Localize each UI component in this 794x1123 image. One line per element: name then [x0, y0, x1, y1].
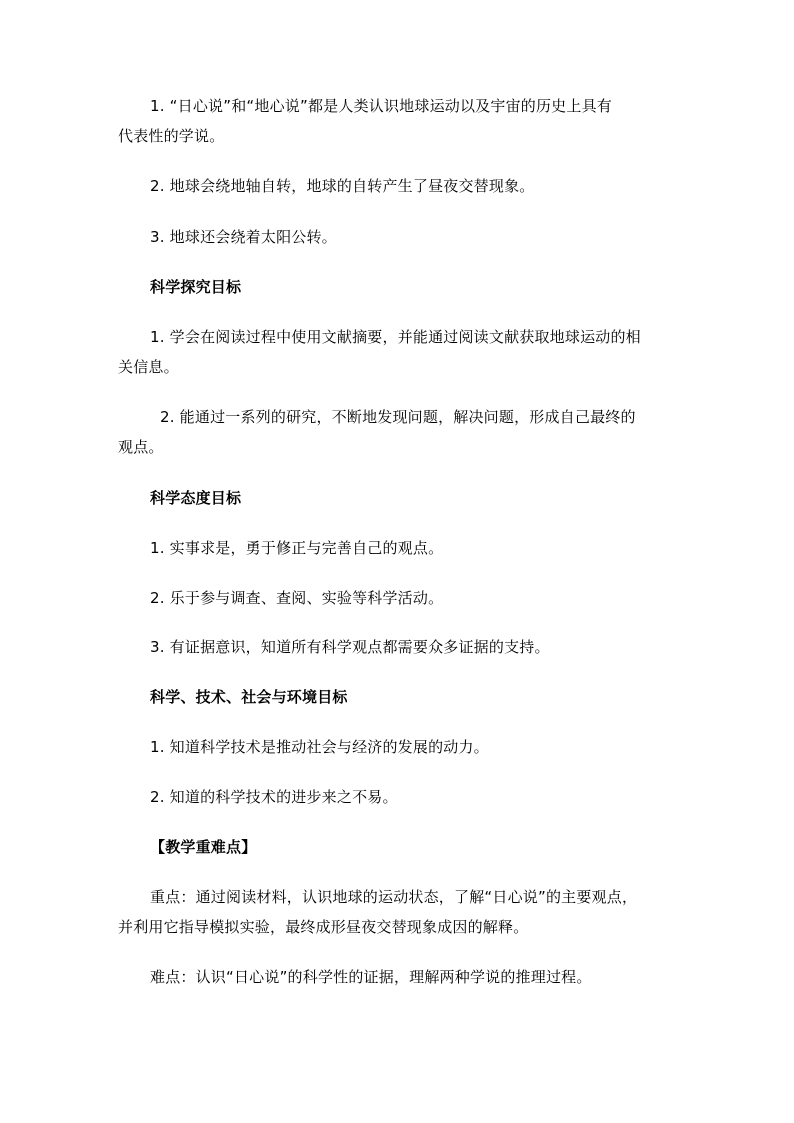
- inquiry-heading: 科学探究目标: [150, 278, 242, 296]
- stse-item-1: 1. 知道科学技术是推动社会与经济的发展的动力。: [150, 738, 489, 756]
- stse-item-2: 2. 知道的科学技术的进步来之不易。: [150, 788, 398, 806]
- knowledge-item-2: 2. 地球会绕地轴自转，地球的自转产生了昼夜交替现象。: [150, 177, 535, 195]
- knowledge-item-1-line-1: 1. “日心说”和“地心说”都是人类认识地球运动以及宇宙的历史上具有: [150, 97, 612, 115]
- inquiry-item-2-line-2: 观点。: [118, 438, 164, 456]
- attitude-item-1: 1. 实事求是，勇于修正与完善自己的观点。: [150, 539, 444, 557]
- attitude-heading: 科学态度目标: [150, 489, 242, 507]
- inquiry-item-1-line-2: 关信息。: [118, 358, 179, 376]
- difficult-point: 难点：认识“日心说”的科学性的证据，理解两种学说的推理过程。: [150, 968, 592, 986]
- difficulty-heading: 【教学重难点】: [150, 838, 257, 856]
- knowledge-item-1-line-2: 代表性的学说。: [118, 127, 225, 145]
- stse-heading: 科学、技术、社会与环境目标: [150, 688, 348, 706]
- knowledge-item-3: 3. 地球还会绕着太阳公转。: [150, 228, 337, 246]
- inquiry-item-1-line-1: 1. 学会在阅读过程中使用文献摘要，并能通过阅读文献获取地球运动的相: [150, 328, 641, 346]
- attitude-item-2: 2. 乐于参与调查、查阅、实验等科学活动。: [150, 589, 444, 607]
- attitude-item-3: 3. 有证据意识，知道所有科学观点都需要众多证据的支持。: [150, 638, 550, 656]
- inquiry-item-2-line-1: 2. 能通过一系列的研究，不断地发现问题，解决问题，形成自己最终的: [160, 408, 636, 426]
- key-point-line-1: 重点：通过阅读材料，认识地球的运动状态，了解“日心说”的主要观点，: [150, 888, 638, 906]
- key-point-line-2: 并利用它指导模拟实验，最终成形昼夜交替现象成因的解释。: [118, 918, 529, 936]
